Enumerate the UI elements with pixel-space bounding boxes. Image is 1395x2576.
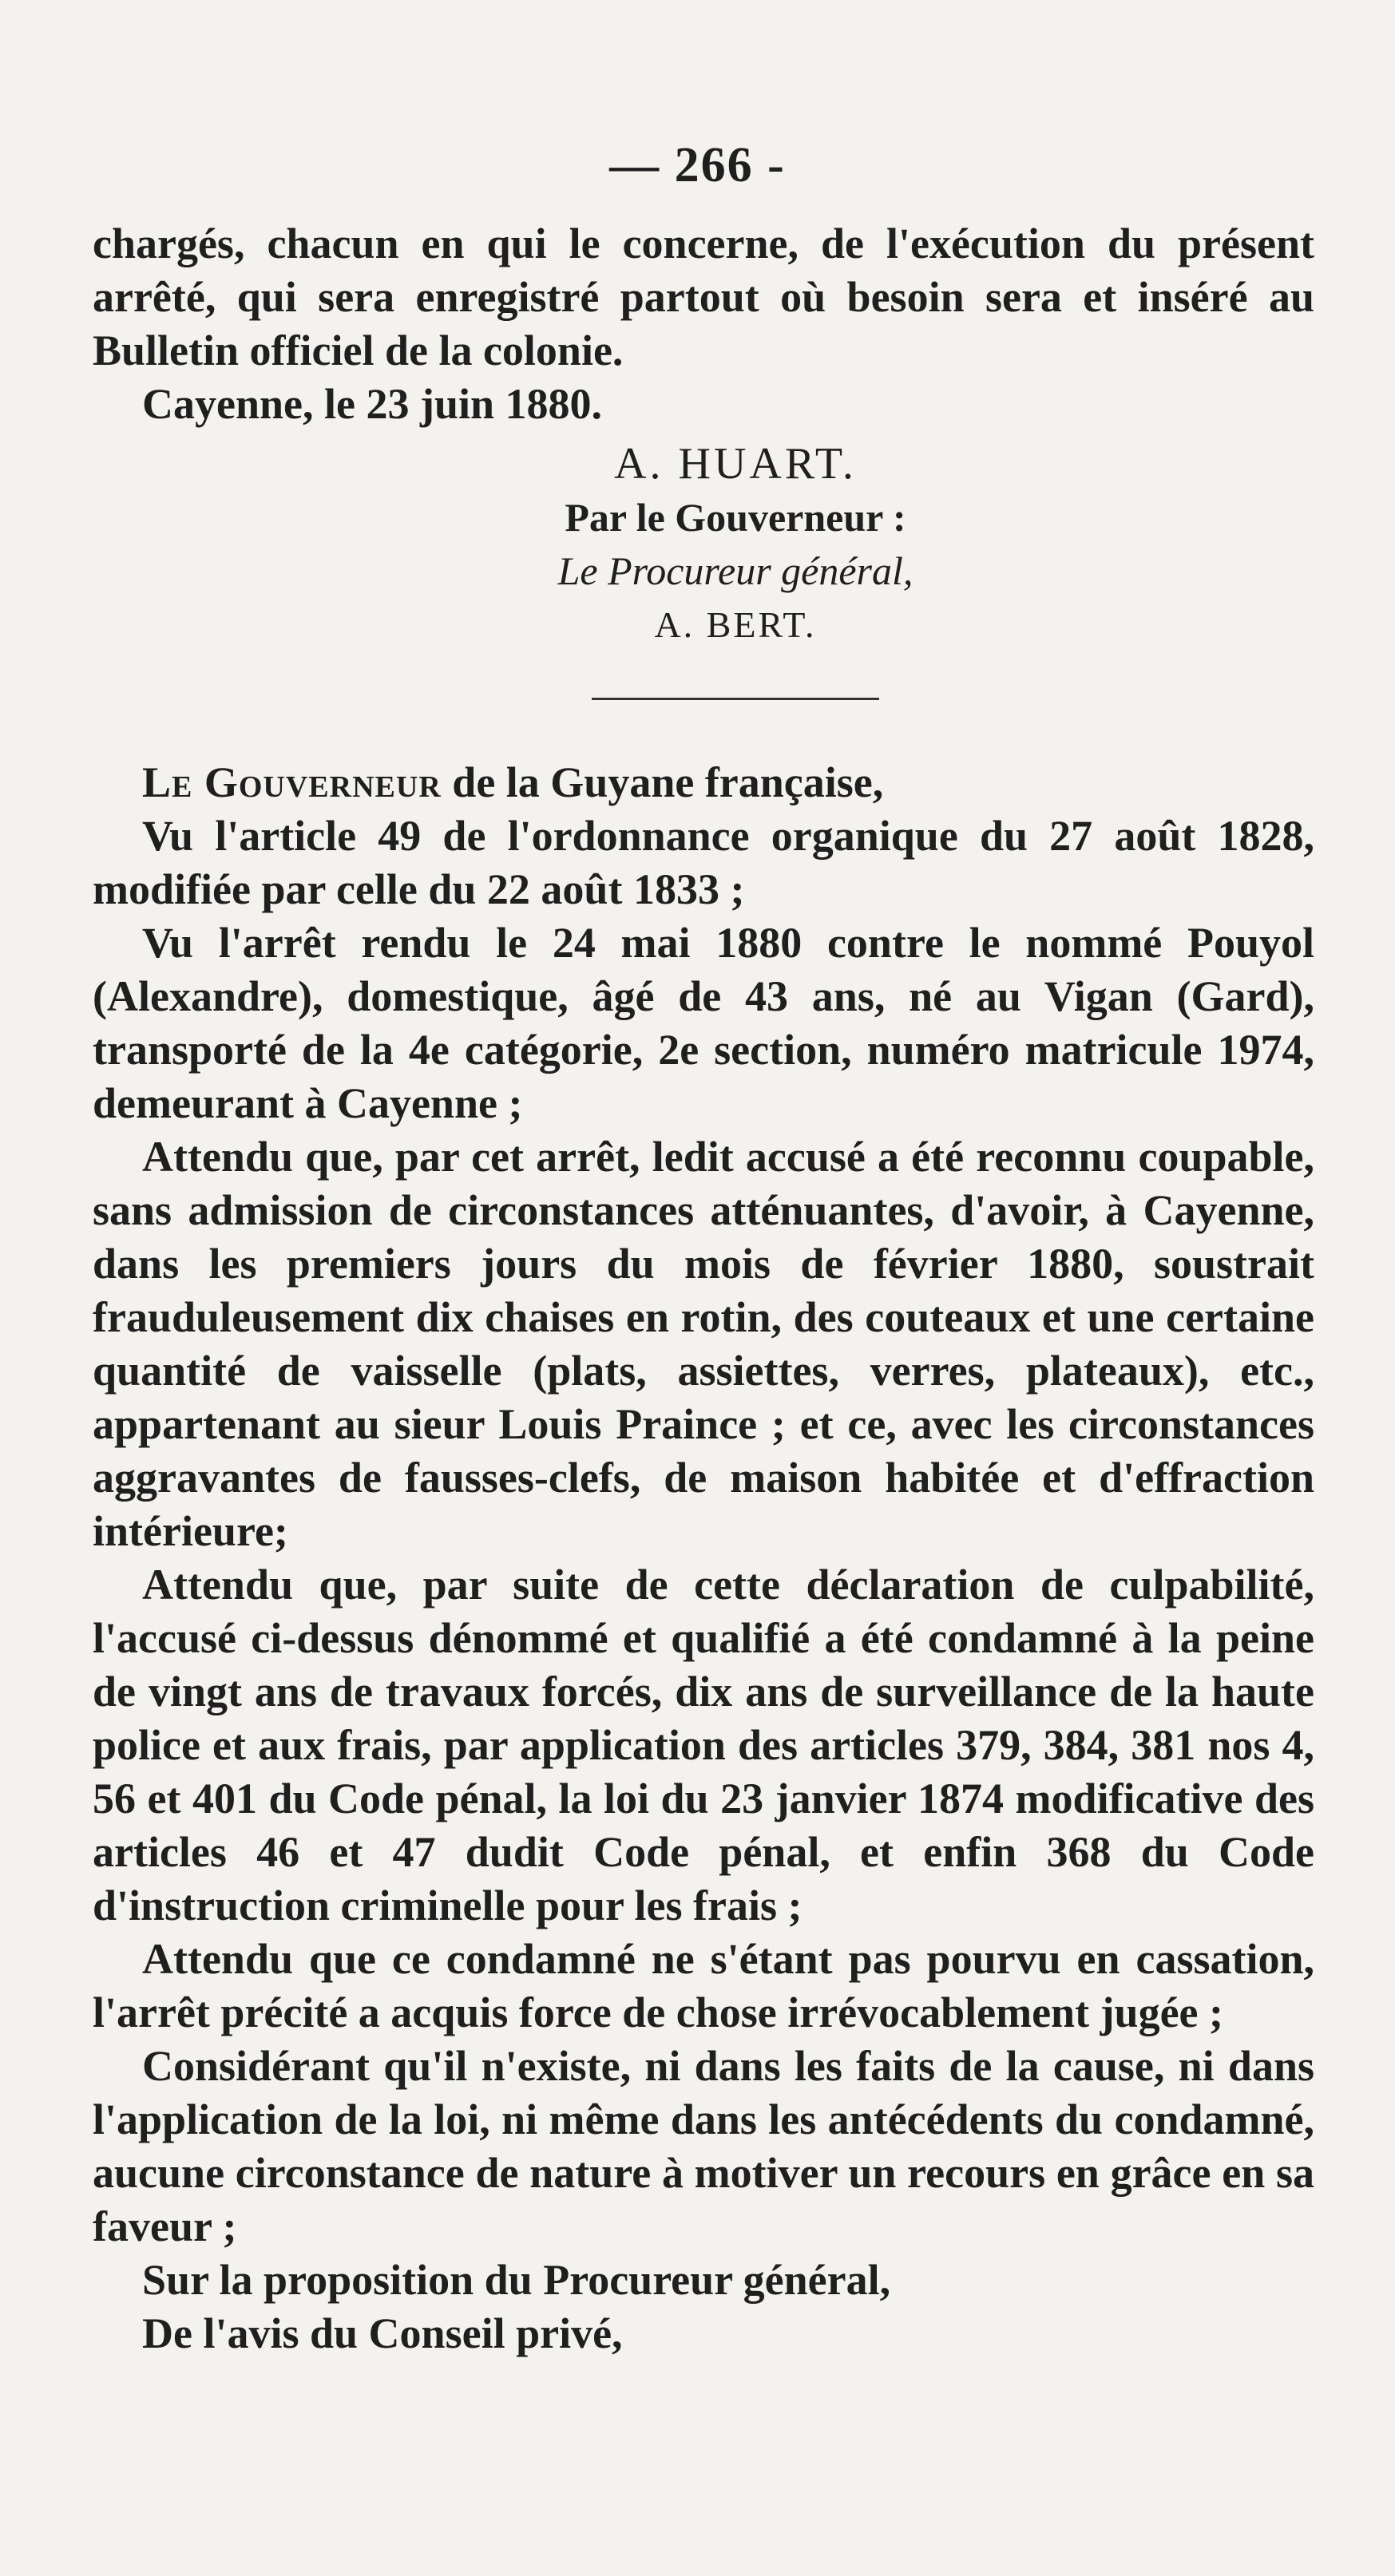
signature-countersign: A. BERT. bbox=[654, 604, 817, 645]
place-date: Cayenne, le 23 juin 1880. bbox=[142, 380, 603, 428]
section-divider bbox=[592, 698, 879, 700]
paragraph-attendu-3: Attendu que ce condamné ne s'étant pas pourvu en cassation, l'arrêt précité a acquis force de chose irrévocablement jugée ; bbox=[93, 1935, 1314, 2036]
opening-paragraph: chargés, chacun en qui le concerne, de l'exécution du présent arrêté, qui sera enregistré partout où besoin sera et inséré au Bulletin officiel de la colonie. bbox=[93, 220, 1314, 374]
paragraph-vu-arret: Vu l'arrêt rendu le 24 mai 1880 contre le nommé Pouyol (Alexandre), domestique, âgé de 43 ans, né au Vigan (Gard), transporté de la 4e catégorie, 2e section, numéro matricule 1974, demeurant à Cayenne ; bbox=[93, 919, 1314, 1127]
decree-heading bbox=[93, 756, 1314, 809]
paragraph-avis: De l'avis du Conseil privé, bbox=[142, 2309, 623, 2357]
paragraph-proposition: Sur la proposition du Procureur général, bbox=[142, 2256, 891, 2304]
document-body bbox=[93, 217, 1314, 2360]
paragraph-considerant: Considérant qu'il n'existe, ni dans les faits de la cause, ni dans l'application de la loi, ni même dans les antécédents du condamné, aucune circonstance de nature à motiver un recours en grâce en sa faveur ; bbox=[93, 2042, 1314, 2250]
signature-by-line: Par le Gouverneur : bbox=[565, 495, 906, 540]
heading-rest: de la Guyane française, bbox=[441, 758, 884, 806]
paragraph-attendu-2: Attendu que, par suite de cette déclaration de culpabilité, l'accusé ci-dessus dénommé et qualifié a été condamné à la peine de vingt ans de travaux forcés, dix ans de surveillance de la haute police et aux frais, par application des articles 379, 384, 381 nos 4, 56 et 401 du Code pénal, la loi du 23 janvier 1874 modificative des articles 46 et 47 dudit Code pénal, et enfin 368 du Code d'instruction criminelle pour les frais ; bbox=[93, 1561, 1314, 1929]
heading-title: Le Gouverneur bbox=[142, 758, 442, 806]
paragraph-attendu-1: Attendu que, par cet arrêt, ledit accusé a été reconnu coupable, sans admission de circonstances atténuantes, d'avoir, à Cayenne, dans les premiers jours du mois de février 1880, soustrait frauduleusement dix chaises en rotin, des couteaux et une certaine quantité de vaisselle (plats, assiettes, verres, plateaux), etc., appartenant au sieur Louis Praince ; et ce, avec les circonstances aggravantes de fausses-clefs, de maison habitée et d'effraction intérieure; bbox=[93, 1133, 1314, 1555]
paragraph-vu-article: Vu l'article 49 de l'ordonnance organique du 27 août 1828, modifiée par celle du 22 août 1833 ; bbox=[93, 812, 1314, 913]
page-number: — 266 - bbox=[609, 138, 786, 192]
signature-title: Le Procureur général, bbox=[557, 548, 913, 593]
signature-name: A. HUART. bbox=[614, 439, 857, 489]
signature-block bbox=[157, 437, 1314, 651]
